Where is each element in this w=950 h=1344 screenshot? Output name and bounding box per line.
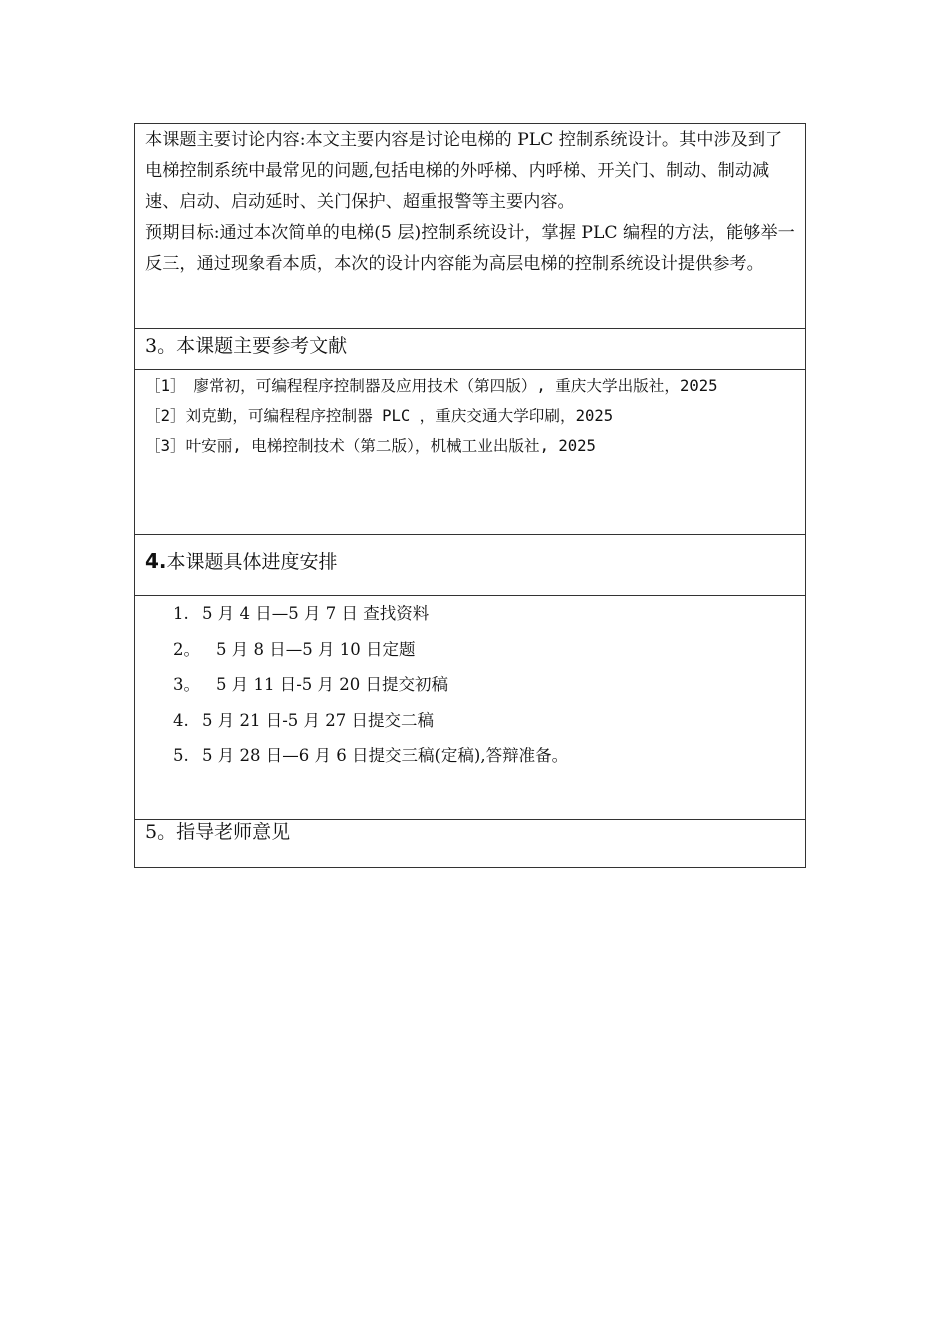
reference-item: ［1］ 廖常初，可编程程序控制器及应用技术（第四版）, 重庆大学出版社，2025	[145, 377, 718, 395]
advisor-opinion-cell	[135, 820, 805, 867]
schedule-heading-number: 4.	[145, 549, 167, 573]
schedule-item-text: 5 月 21 日-5 月 27 日提交二稿	[202, 710, 435, 730]
goal-paragraph: 预期目标:通过本次简单的电梯(5 层)控制系统设计，掌握 PLC 编程的方法，能够举一反三，通过现象看本质，本次的设计内容能为高层电梯的控制系统设计提供参考。	[145, 223, 795, 274]
schedule-item	[173, 632, 797, 668]
schedule-item-text: 5 月 8 日—5 月 10 日定题	[216, 639, 416, 659]
schedule-item-index: 1.	[173, 604, 189, 623]
discussion-content-cell	[135, 124, 805, 329]
schedule-item-text: 5 月 11 日-5 月 20 日提交初稿	[216, 675, 449, 694]
proposal-table	[134, 123, 806, 868]
reference-item: ［3］叶安丽, 电梯控制技术（第二版），机械工业出版社, 2025	[145, 437, 596, 455]
schedule-item	[173, 596, 797, 632]
references-heading: 3。本课题主要参考文献	[145, 335, 348, 357]
schedule-list	[173, 596, 797, 774]
schedule-item-index: 3。	[173, 675, 200, 694]
schedule-heading-cell	[135, 535, 805, 596]
references-cell	[135, 370, 805, 535]
schedule-item-text: 5 月 4 日—5 月 7 日 查找资料	[202, 604, 430, 623]
schedule-item	[173, 738, 797, 774]
discussion-paragraph: 本课题主要讨论内容:本文主要内容是讨论电梯的 PLC 控制系统设计。其中涉及到了电梯控制系统中最常见的问题,包括电梯的外呼梯、内呼梯、开关门、制动、制动减速、启动、启动延时、关门保护、超重报警等主要内容。	[145, 130, 783, 212]
advisor-opinion-heading: 5。指导老师意见	[145, 821, 291, 843]
references-heading-cell	[135, 329, 805, 370]
schedule-item	[173, 667, 797, 703]
schedule-item-index: 2。	[173, 639, 200, 659]
schedule-item-text: 5 月 28 日—6 月 6 日提交三稿(定稿),答辩准备。	[202, 746, 569, 765]
schedule-item-index: 4.	[173, 710, 189, 730]
schedule-item-index: 5.	[173, 746, 189, 765]
reference-item: ［2］刘克勤，可编程程序控制器 PLC ，重庆交通大学印刷，2025	[145, 407, 614, 425]
schedule-heading: 本课题具体进度安排	[166, 551, 338, 573]
schedule-item	[173, 703, 797, 739]
schedule-cell	[135, 596, 805, 820]
